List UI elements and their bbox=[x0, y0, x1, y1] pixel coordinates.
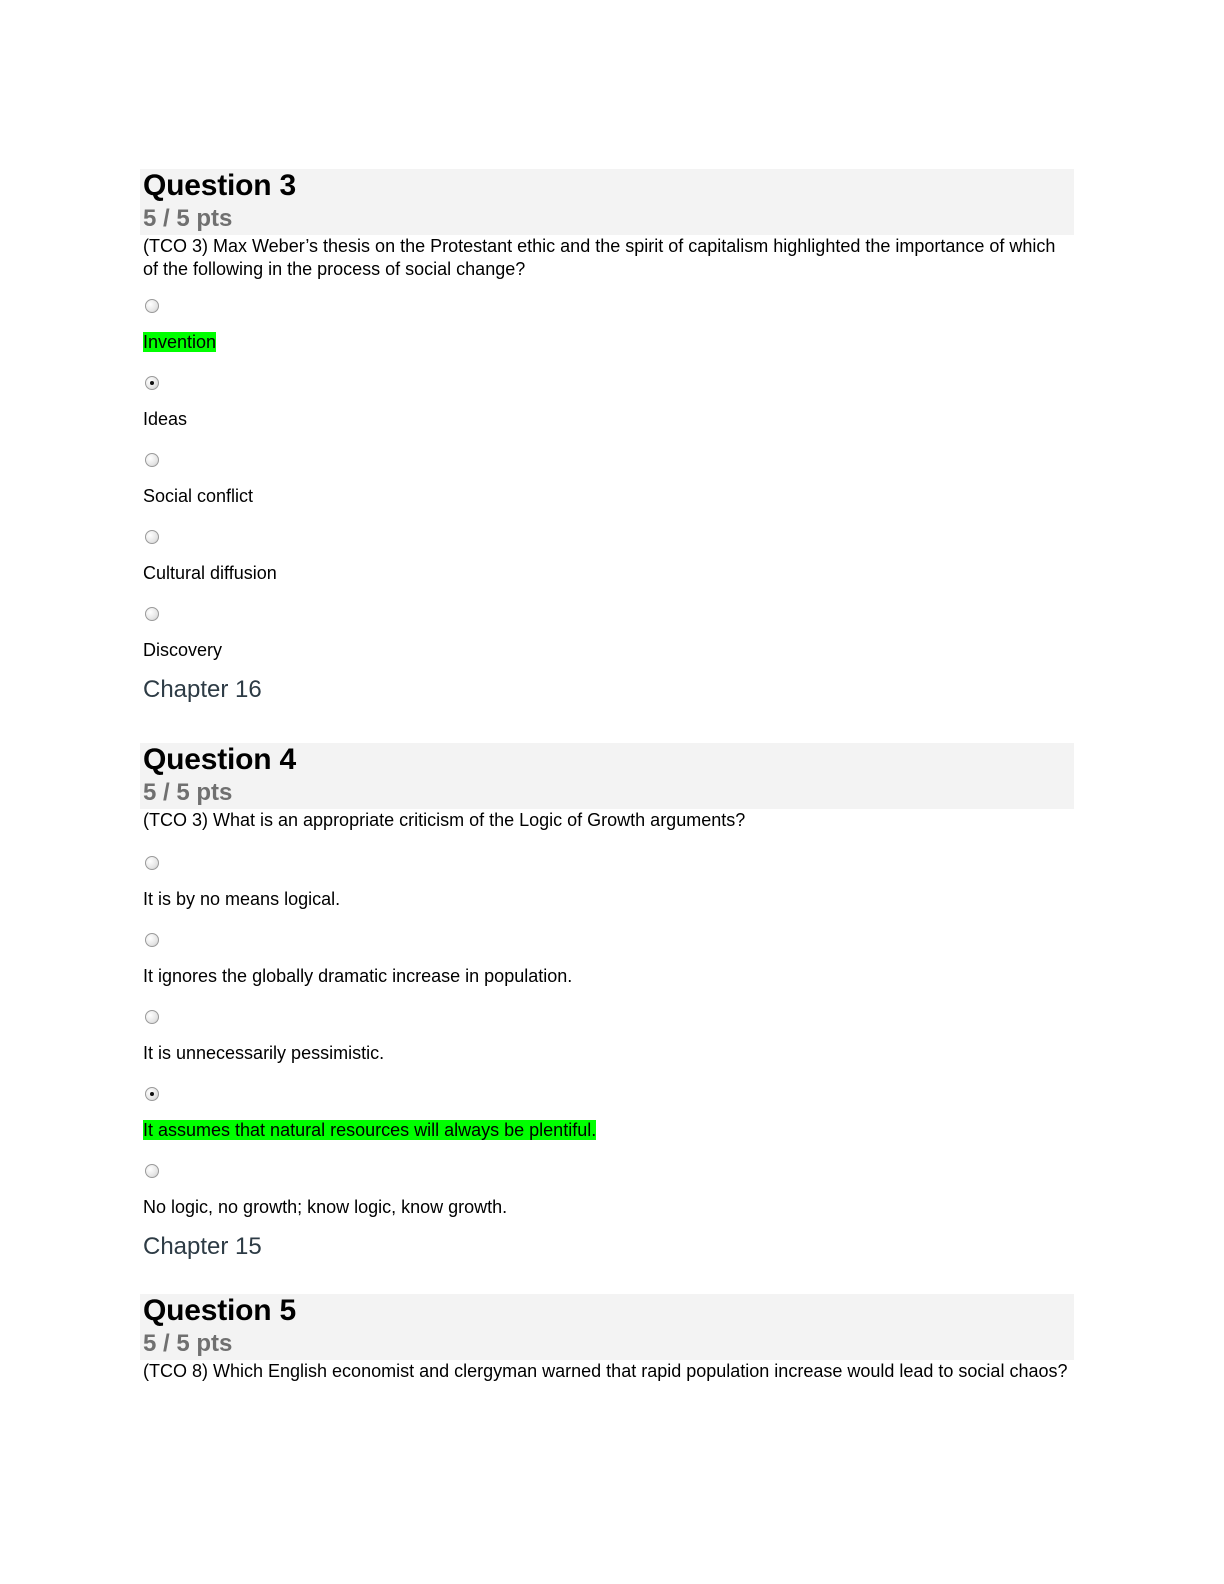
answer-option bbox=[143, 485, 1074, 507]
answer-option bbox=[143, 965, 1074, 987]
question-text: (TCO 3) Max Weber’s thesis on the Protestant ethic and the spirit of capitalism highlighted the importance of which of the following in the process of social change? bbox=[143, 236, 1056, 279]
question-5 bbox=[140, 1294, 1074, 1383]
radio-button[interactable] bbox=[145, 1010, 159, 1024]
answer-label: No logic, no growth; know logic, know growth. bbox=[143, 1197, 508, 1217]
radio-button[interactable] bbox=[145, 453, 159, 467]
radio-button[interactable] bbox=[145, 1164, 159, 1178]
question-3 bbox=[140, 169, 1074, 704]
answer-label: Discovery bbox=[143, 640, 223, 660]
answer-option bbox=[143, 1042, 1074, 1064]
answer-label: Cultural diffusion bbox=[143, 563, 277, 583]
chapter-reference: Chapter 16 bbox=[143, 676, 262, 703]
question-text: (TCO 3) What is an appropriate criticism of the Logic of Growth arguments? bbox=[143, 810, 746, 830]
radio-button[interactable] bbox=[145, 933, 159, 947]
answer-label: Invention bbox=[143, 332, 217, 352]
question-title: Question 5 bbox=[143, 1294, 297, 1327]
question-score: 5 / 5 pts bbox=[143, 1330, 233, 1357]
radio-button-selected[interactable] bbox=[145, 376, 159, 390]
answer-label: It ignores the globally dramatic increase in population. bbox=[143, 966, 573, 986]
answer-option bbox=[143, 331, 1074, 353]
answer-label: It is by no means logical. bbox=[143, 889, 341, 909]
chapter-reference: Chapter 15 bbox=[143, 1233, 262, 1260]
answer-option bbox=[143, 888, 1074, 910]
radio-button[interactable] bbox=[145, 856, 159, 870]
question-score: 5 / 5 pts bbox=[143, 205, 233, 232]
answer-option bbox=[143, 408, 1074, 430]
answer-list bbox=[140, 856, 1074, 1218]
answer-option bbox=[143, 639, 1074, 661]
question-header bbox=[140, 1294, 1074, 1360]
answer-label: Ideas bbox=[143, 409, 188, 429]
answer-label: It assumes that natural resources will always be plentiful. bbox=[143, 1120, 597, 1140]
answer-option bbox=[143, 1196, 1074, 1218]
radio-button[interactable] bbox=[145, 607, 159, 621]
radio-button[interactable] bbox=[145, 530, 159, 544]
answer-label: It is unnecessarily pessimistic. bbox=[143, 1043, 385, 1063]
question-text: (TCO 8) Which English economist and clergyman warned that rapid population increase would lead to social chaos? bbox=[143, 1361, 1068, 1381]
answer-option bbox=[143, 1119, 1074, 1141]
answer-label: Social conflict bbox=[143, 486, 254, 506]
question-title: Question 3 bbox=[143, 169, 297, 202]
radio-button[interactable] bbox=[145, 299, 159, 313]
question-score: 5 / 5 pts bbox=[143, 779, 233, 806]
question-header bbox=[140, 743, 1074, 809]
question-4 bbox=[140, 743, 1074, 1261]
answer-list bbox=[140, 299, 1074, 661]
answer-option bbox=[143, 562, 1074, 584]
radio-button-selected[interactable] bbox=[145, 1087, 159, 1101]
question-title: Question 4 bbox=[143, 743, 297, 776]
question-header bbox=[140, 169, 1074, 235]
